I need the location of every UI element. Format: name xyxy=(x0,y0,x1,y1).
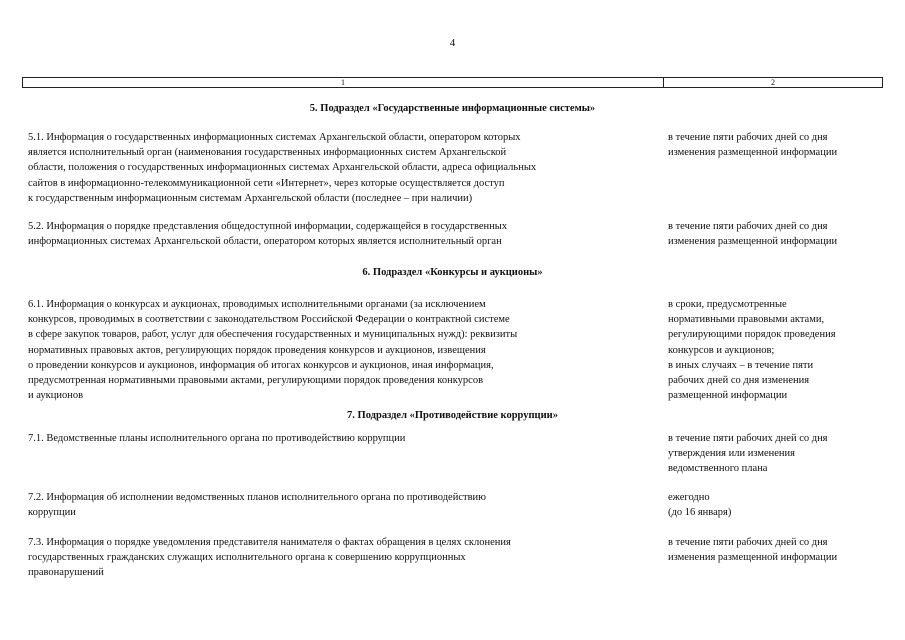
deadline-line: регулирующими порядок проведения xyxy=(668,329,836,341)
deadline-line: в течение пяти рабочих дней со дня xyxy=(668,537,828,548)
item-7-1-deadline xyxy=(668,431,882,477)
item-7-2-text xyxy=(28,490,660,520)
item-7-3-deadline xyxy=(668,535,882,565)
item-6-1-deadline xyxy=(668,297,882,403)
deadline-line: изменения размещенной информации xyxy=(668,147,838,159)
item-line: государственных гражданских служащих исполнительного органа к совершению коррупционных xyxy=(28,552,466,564)
item-line: нормативных правовых актов, регулирующих порядок проведения конкурсов и аукционов, извещения xyxy=(28,344,486,356)
item-5-2-deadline xyxy=(668,219,882,249)
item-5-1-text xyxy=(28,130,660,206)
section-title-7: 7. Подраздел «Противодействие коррупции» xyxy=(347,410,558,421)
deadline-line: утверждения или изменения xyxy=(668,448,795,460)
item-line: и аукционов xyxy=(28,390,84,402)
deadline-line: нормативными правовыми актами, xyxy=(668,314,825,326)
section-title-5: 5. Подраздел «Государственные информационные системы» xyxy=(309,103,596,114)
item-line: коррупции xyxy=(28,507,76,519)
deadline-line: изменения размещенной информации xyxy=(668,552,838,564)
item-7-2-deadline xyxy=(668,490,882,520)
deadline-line: (до 16 января) xyxy=(668,507,732,519)
item-5-1-deadline xyxy=(668,130,882,160)
table-header-col1: 1 xyxy=(23,78,664,87)
item-5-2-text xyxy=(28,219,660,249)
item-line: информационных системах Архангельской области, оператором которых является исполнительный орган xyxy=(28,236,502,248)
deadline-line: в течение пяти рабочих дней со дня xyxy=(668,132,828,143)
item-line: 7.3. Информация о порядке уведомления представителя нанимателя о фактах обращения в целях склонения xyxy=(28,537,511,548)
deadline-line: в иных случаях – в течение пяти xyxy=(668,359,814,371)
item-line: 5.1. Информация о государственных информационных системах Архангельской области, оператором которых xyxy=(28,132,521,143)
deadline-line: размещенной информации xyxy=(668,390,788,402)
table-header xyxy=(22,77,883,88)
item-line: правонарушений xyxy=(28,567,104,579)
item-line: в сфере закупок товаров, работ, услуг для обеспечения государственных и муниципальных нужд): реквизиты xyxy=(28,329,518,341)
deadline-line: рабочих дней со дня изменения xyxy=(668,375,810,387)
section-title-6: 6. Подраздел «Конкурсы и аукционы» xyxy=(362,267,543,278)
item-7-1-text xyxy=(28,431,660,446)
page-number: 4 xyxy=(449,37,456,49)
deadline-line: в сроки, предусмотренные xyxy=(668,299,787,310)
item-line: 6.1. Информация о конкурсах и аукционах, проводимых исполнительными органами (за исключением xyxy=(28,299,486,310)
item-line: к государственным информационным системам Архангельской области (последнее – при наличии) xyxy=(28,192,473,204)
item-6-1-text xyxy=(28,297,660,403)
item-7-3-text xyxy=(28,535,660,581)
item-line: 7.1. Ведомственные планы исполнительного органа по противодействию коррупции xyxy=(28,433,406,444)
item-line: является исполнительный орган (наименования государственных информационных систем Архангельской xyxy=(28,147,507,159)
deadline-line: в течение пяти рабочих дней со дня xyxy=(668,221,828,232)
deadline-line: ежегодно xyxy=(668,492,710,503)
item-line: 7.2. Информация об исполнении ведомственных планов исполнительного органа по противодействию xyxy=(28,492,487,503)
item-line: о проведении конкурсов и аукционов, информация об итогах конкурсов и аукционов, иная информация, xyxy=(28,359,494,371)
item-line: 5.2. Информация о порядке представления общедоступной информации, содержащейся в государственных xyxy=(28,221,508,232)
deadline-line: изменения размещенной информации xyxy=(668,236,838,248)
deadline-line: в течение пяти рабочих дней со дня xyxy=(668,433,828,444)
table-header-col2: 2 xyxy=(771,78,775,87)
deadline-line: конкурсов и аукционов; xyxy=(668,344,775,356)
item-line: предусмотренная нормативными правовыми актами, регулирующими порядок проведения конкурсов xyxy=(28,375,484,387)
deadline-line: ведомственного плана xyxy=(668,463,768,475)
item-line: конкурсов, проводимых в соответствии с законодательством Российской Федерации о контрактной системе xyxy=(28,314,510,326)
item-line: сайтов в информационно-телекоммуникационной сети «Интернет», через которые осуществляется доступ xyxy=(28,177,505,189)
item-line: области, положения о государственных информационных системах Архангельской области, адреса официальных xyxy=(28,162,537,174)
